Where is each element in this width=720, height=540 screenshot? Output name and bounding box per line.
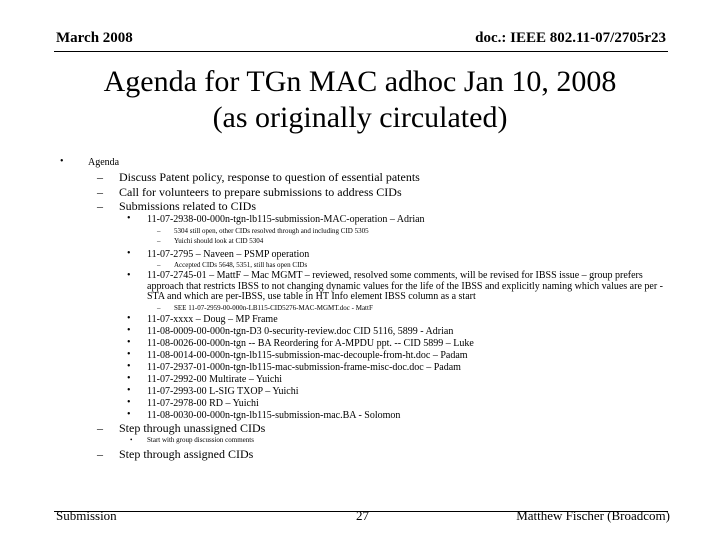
header-rule — [54, 51, 668, 52]
bullet-marker: • — [127, 337, 131, 348]
submission-item: 11-07-xxxx – Doug – MP Frame — [147, 314, 278, 325]
agenda-item: Submissions related to CIDs — [119, 199, 256, 213]
agenda-heading: Agenda — [88, 157, 120, 168]
submission-item: 11-07-2993-00 L-SIG TXOP – Yuichi — [147, 386, 299, 397]
title-line-1: Agenda for TGn MAC adhoc Jan 10, 2008 — [103, 65, 617, 98]
submission-item: 11-07-2795 – Naveen – PSMP operation — [147, 249, 310, 260]
footer-author: Matthew Fischer (Broadcom) — [516, 508, 670, 523]
submission-note: Yuichi should look at CID 5304 — [174, 237, 264, 245]
dash-marker: – — [157, 237, 161, 245]
title-line-2: (as originally circulated) — [212, 101, 508, 134]
dash-marker: – — [157, 304, 161, 312]
submission-note: SEE 11-07-2959-00-000n-LB115-CID5276-MAC-MGMT.doc - MattF — [174, 304, 373, 312]
submission-note: Accepted CIDs 5648, 5351, still has open CIDs — [174, 261, 308, 269]
dash-marker: – — [97, 421, 103, 435]
bullet-marker: • — [130, 436, 133, 444]
submission-item: 11-08-0014-00-000n-tgn-lb115-submission-mac-decouple-from-ht.doc – Padam — [147, 350, 468, 361]
dash-marker: – — [157, 227, 161, 235]
bullet-marker: • — [127, 213, 131, 224]
agenda-item: Step through unassigned CIDs — [119, 421, 266, 435]
dash-marker: – — [157, 261, 161, 269]
dash-marker: – — [97, 447, 103, 461]
dash-marker: – — [97, 170, 103, 184]
header-doc-id: doc.: IEEE 802.11-07/2705r23 — [475, 30, 666, 46]
bullet-marker: • — [127, 313, 131, 324]
submission-item: 11-07-2978-00 RD – Yuichi — [147, 398, 259, 409]
bullet-marker: • — [60, 156, 64, 167]
submission-item: 11-07-2938-00-000n-tgn-lb115-submission-MAC-operation – Adrian — [147, 214, 425, 225]
submission-item: 11-08-0026-00-000n-tgn -- BA Reordering for A-MPDU ppt. -- CID 5899 – Luke — [147, 338, 474, 349]
bullet-marker: • — [127, 361, 131, 372]
header-date: March 2008 — [56, 30, 133, 46]
agenda-item: Call for volunteers to prepare submissions to address CIDs — [119, 185, 402, 199]
submission-item: 11-07-2992-00 Multirate – Yuichi — [147, 374, 283, 385]
submission-note: 5304 still open, other CIDs resolved through and including CID 5305 — [174, 227, 369, 235]
bullet-marker: • — [127, 349, 131, 360]
dash-marker: – — [97, 199, 103, 213]
submission-item: 11-07-2745-01 – MattF – Mac MGMT – reviewed, resolved some comments, will be revised for IBSS issue – group prefers approach that restricts IBSS to not changing dynamic values for the life of the IBSS and explicitly naming which values are per -STA and which are per-IBSS, use table in HT Info element IBSS column as a start — [147, 270, 663, 302]
bullet-marker: • — [127, 325, 131, 336]
agenda-item: Discuss Patent policy, response to question of essential patents — [119, 170, 420, 184]
agenda-item: Step through assigned CIDs — [119, 447, 254, 461]
bullet-marker: • — [127, 373, 131, 384]
page-number: 27 — [356, 508, 369, 523]
bullet-marker: • — [127, 248, 131, 259]
submission-item: 11-08-0009-00-000n-tgn-D3 0-security-review.doc CID 5116, 5899 - Adrian — [147, 326, 454, 337]
agenda-sub-item: Start with group discussion comments — [147, 436, 254, 444]
footer-submission: Submission — [56, 508, 117, 523]
bullet-marker: • — [127, 385, 131, 396]
bullet-marker: • — [127, 270, 131, 281]
submission-item: 11-07-2937-01-000n-tgn-lb115-mac-submission-frame-misc-doc.doc – Padam — [147, 362, 461, 373]
slide-title — [0, 64, 720, 136]
bullet-marker: • — [127, 409, 131, 420]
submission-item: 11-08-0030-00-000n-tgn-lb115-submission-mac.BA - Solomon — [147, 410, 401, 421]
dash-marker: – — [97, 185, 103, 199]
bullet-marker: • — [127, 397, 131, 408]
